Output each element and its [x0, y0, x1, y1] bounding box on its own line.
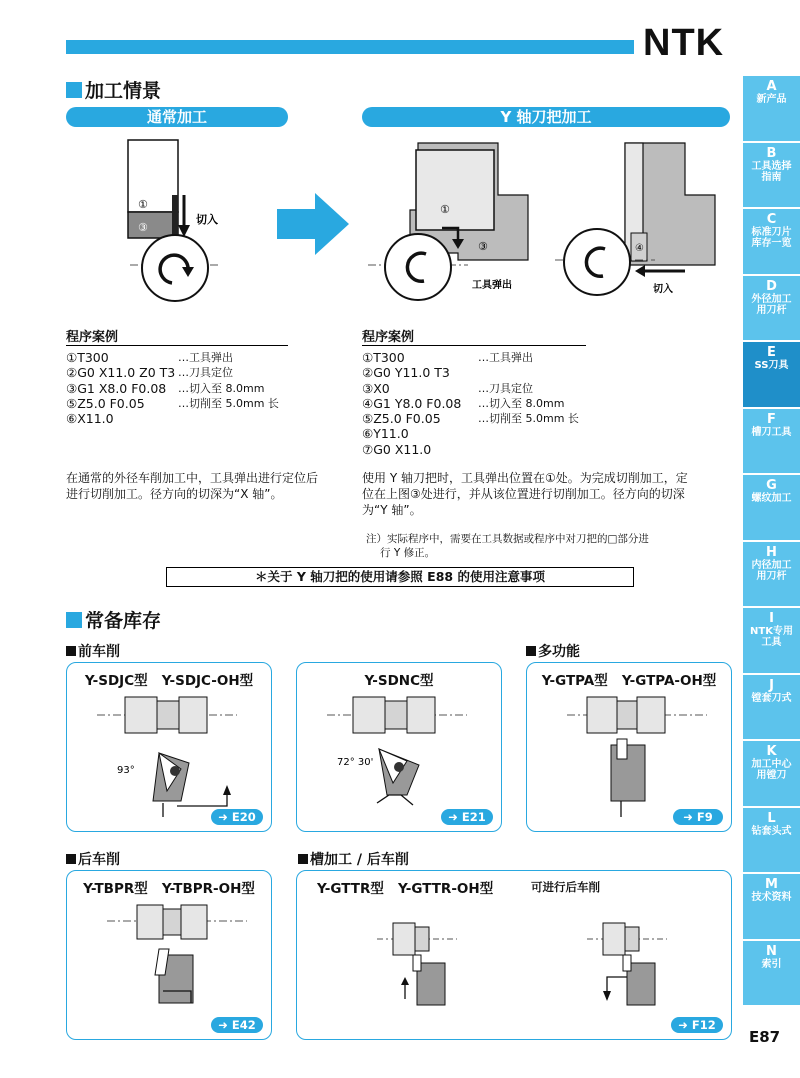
- section-title-text: 常备库存: [85, 610, 162, 632]
- program-line: [362, 381, 622, 396]
- ref-text: E21: [461, 810, 486, 824]
- angle-label: 93°: [117, 765, 135, 776]
- tab-letter: L: [767, 810, 776, 826]
- reference-note: ＊关于 Y 轴刀把的使用请参照 E88 的使用注意事项: [166, 567, 634, 587]
- normal-description: [66, 470, 346, 502]
- brand-logo: NTK: [643, 22, 725, 64]
- yaxis-program-title: 程序案例: [362, 326, 586, 346]
- program-code: ①T300: [362, 350, 405, 365]
- program-line: [362, 426, 622, 441]
- tab-name: 钻套头式: [751, 825, 792, 837]
- label-text: 多功能: [538, 644, 580, 660]
- workpiece-circle: [385, 234, 451, 300]
- processing-section-title: [66, 76, 161, 103]
- page-number: E87: [749, 1028, 781, 1046]
- program-code: ⑤Z5.0 F0.05: [66, 395, 145, 411]
- ref-button-f9[interactable]: [673, 809, 723, 825]
- sdnc-tool-diagram: [327, 691, 477, 821]
- arrow-right-icon: ➜: [678, 1018, 688, 1032]
- section-title-text: 加工情景: [85, 80, 162, 102]
- transition-arrow-icon: [277, 193, 349, 255]
- text-line: 使用 Y 轴刀把时，工具弹出位置在①处。为完成切削加工，定: [362, 471, 688, 485]
- program-comment: …切削至 5.0mm 长: [478, 412, 579, 426]
- tab-name: 技术资料: [751, 892, 792, 903]
- section-square-icon: [66, 612, 82, 628]
- ref-text: F12: [691, 1018, 716, 1032]
- program-code: ③X0: [362, 380, 390, 396]
- holder-front-shape: [416, 150, 494, 230]
- program-line: [362, 350, 622, 365]
- ref-text: F9: [696, 810, 713, 824]
- insert-edge: [172, 195, 178, 235]
- normal-program-list: [66, 350, 306, 426]
- sidebar-tab-i[interactable]: [743, 608, 800, 675]
- card-title: Y-GTPA型 Y-GTPA-OH型: [541, 673, 717, 689]
- sidebar-tab-f[interactable]: [743, 409, 800, 476]
- normal-machining-label: 通常加工: [66, 107, 288, 127]
- tab-letter: H: [766, 544, 777, 560]
- program-code: ⑥Y11.0: [362, 426, 409, 442]
- arrow-right-icon: ➜: [683, 810, 693, 824]
- tab-letter: A: [766, 79, 777, 94]
- mark-3: ③: [138, 221, 148, 234]
- program-comment: …切入至 8.0mm: [478, 396, 565, 410]
- text-line: 位在上图③处进行，并从该位置进行切削加工。径方向的切深: [362, 487, 685, 501]
- tbpr-tool-diagram: [107, 899, 257, 1029]
- sidebar-tab-g[interactable]: [743, 475, 800, 542]
- tab-letter: K: [766, 744, 777, 759]
- tab-letter: B: [766, 145, 777, 161]
- square-bullet-icon: [66, 854, 76, 864]
- card-note: 可进行后车削: [531, 880, 600, 894]
- sidebar-tab-e[interactable]: [743, 342, 800, 409]
- workpiece-circle: [142, 235, 208, 301]
- holder-shape: [128, 140, 178, 212]
- arrow-right-icon: ➜: [448, 810, 458, 824]
- tab-name: 镗套刀式: [751, 692, 792, 704]
- tab-letter: E: [767, 345, 776, 360]
- sidebar-tab-j[interactable]: [743, 675, 800, 742]
- program-comment: …刀具定位: [478, 381, 533, 395]
- card-title: Y-SDNC型: [364, 673, 434, 689]
- program-comment: …切削至 5.0mm 长: [178, 396, 279, 410]
- program-line: [362, 442, 622, 457]
- tab-name: 槽刀工具: [751, 426, 792, 438]
- yaxis-note: [366, 532, 686, 560]
- tab-letter: G: [766, 478, 777, 493]
- tab-letter: C: [766, 212, 777, 227]
- header-bar: [66, 40, 634, 54]
- tab-name: 索引: [761, 958, 782, 970]
- program-line: [362, 411, 622, 426]
- ref-button-e21[interactable]: [441, 809, 493, 825]
- tab-letter: J: [769, 677, 774, 693]
- workpiece-circle: [564, 229, 630, 295]
- sidebar-tab-n[interactable]: [743, 941, 800, 1008]
- program-code: ③G1 X8.0 F0.08: [66, 380, 167, 396]
- product-card-gtpa[interactable]: [526, 662, 732, 832]
- card-title: Y-GTTR型 Y-GTTR-OH型: [317, 881, 494, 897]
- sidebar-tab-b[interactable]: [743, 143, 800, 210]
- back-turning-label: [66, 849, 120, 869]
- tab-name: 新产品: [756, 94, 787, 105]
- yaxis-machining-label: Y 轴刀把加工: [362, 107, 730, 127]
- sidebar-tab-m[interactable]: [743, 874, 800, 941]
- text-line: 注）实际程序中，需要在工具数据或程序中对刀把的□部分进: [366, 533, 649, 545]
- ref-button-e42[interactable]: [211, 1017, 263, 1033]
- program-code: ⑤Z5.0 F0.05: [362, 411, 441, 427]
- arrow-right-icon: ➜: [218, 810, 228, 824]
- ref-text: E42: [231, 1018, 256, 1032]
- program-code: ②G0 Y11.0 T3: [362, 365, 450, 381]
- sidebar-tab-a[interactable]: [743, 76, 800, 143]
- program-code: ⑥X11.0: [66, 411, 114, 427]
- square-bullet-icon: [66, 646, 76, 656]
- product-card-gttr[interactable]: [296, 870, 732, 1040]
- square-bullet-icon: [526, 646, 536, 656]
- sidebar-tab-c[interactable]: [743, 209, 800, 276]
- program-line: [362, 365, 622, 380]
- sdjc-tool-diagram: [97, 691, 247, 821]
- program-comment: …切入至 8.0mm: [178, 381, 265, 395]
- product-card-sdjc[interactable]: [66, 662, 272, 832]
- ref-button-e20[interactable]: [211, 809, 263, 825]
- yaxis-description: [362, 470, 702, 518]
- normal-machining-diagram: [120, 135, 260, 315]
- yaxis-program-list: [362, 350, 622, 457]
- feed-label: 切入: [653, 284, 673, 295]
- text-line: 进行切削加工。径方向的切深为“X 轴”。: [66, 487, 283, 501]
- program-comment: …工具弹出: [178, 351, 233, 364]
- tab-name: 加工中心用镗刀: [751, 759, 792, 781]
- text-line: 在通常的外径车削加工中，工具弹出进行定位后: [66, 471, 319, 485]
- tab-name: 外径加工用刀杆: [751, 293, 792, 316]
- angle-label: 72° 30': [337, 757, 374, 768]
- program-line: [66, 381, 306, 396]
- tab-name: NTK专用工具: [750, 626, 793, 648]
- mark-3: ③: [478, 240, 488, 253]
- mark-4: ④: [635, 243, 644, 254]
- label-text: 前车削: [78, 644, 120, 660]
- tab-letter: I: [769, 611, 774, 626]
- product-card-sdnc[interactable]: [296, 662, 502, 832]
- program-line: [66, 396, 306, 411]
- normal-program-title: 程序案例: [66, 326, 288, 346]
- tab-letter: F: [767, 411, 776, 427]
- tab-letter: M: [765, 877, 778, 892]
- program-code: ②G0 X11.0 Z0 T3: [66, 365, 176, 381]
- feed-label: 切入: [196, 213, 218, 226]
- tab-letter: N: [766, 943, 777, 959]
- gtpa-tool-diagram: [567, 691, 717, 821]
- arrow-right-icon: ➜: [218, 1018, 228, 1032]
- sidebar-tab-l[interactable]: [743, 808, 800, 875]
- program-line: [362, 396, 622, 411]
- tab-name: SS刀具: [754, 360, 789, 371]
- square-bullet-icon: [298, 854, 308, 864]
- feed-arrow-head: [635, 265, 645, 277]
- label-text: 槽加工 / 后车削: [310, 852, 409, 868]
- yaxis-feed-diagram: [555, 135, 735, 305]
- card-title: Y-TBPR型 Y-TBPR-OH型: [83, 881, 255, 897]
- stock-section-title: [66, 606, 161, 633]
- tab-name: 螺纹加工: [751, 493, 792, 504]
- section-square-icon: [66, 82, 82, 98]
- gttr-tool-diagram-right: [587, 911, 677, 1021]
- program-code: ⑦G0 X11.0: [362, 441, 432, 457]
- insert-shape: [128, 212, 178, 238]
- eject-label: 工具弹出: [472, 280, 512, 291]
- product-card-tbpr[interactable]: [66, 870, 272, 1040]
- sidebar-tab-d[interactable]: [743, 276, 800, 343]
- program-comment: …刀具定位: [178, 366, 233, 380]
- ref-button-f12[interactable]: [671, 1017, 723, 1033]
- tab-letter: D: [766, 278, 777, 294]
- program-line: [66, 350, 306, 365]
- mark-1: ①: [138, 198, 148, 211]
- yaxis-eject-diagram: [368, 135, 548, 305]
- tab-name: 标准刀片库存一览: [751, 227, 792, 249]
- program-line: [66, 365, 306, 380]
- multi-function-label: [526, 641, 580, 661]
- program-code: ①T300: [66, 350, 109, 365]
- text-line: 行 Y 修正。: [380, 547, 436, 559]
- tab-name: 内径加工用刀杆: [751, 559, 792, 582]
- card-title: Y-SDJC型 Y-SDJC-OH型: [84, 673, 254, 689]
- sidebar-tab-k[interactable]: [743, 741, 800, 808]
- mark-1: ①: [440, 203, 450, 216]
- program-line: [66, 411, 306, 426]
- text-line: 为“Y 轴”。: [362, 503, 422, 517]
- front-turning-label: [66, 641, 120, 661]
- grooving-label: [298, 849, 409, 869]
- program-comment: …工具弹出: [478, 351, 533, 364]
- program-code: ④G1 Y8.0 F0.08: [362, 395, 462, 411]
- sidebar-tab-h[interactable]: [743, 542, 800, 609]
- label-text: 后车削: [78, 852, 120, 868]
- tab-name: 工具选择指南: [751, 160, 792, 183]
- gttr-tool-diagram-left: [377, 911, 467, 1021]
- ref-text: E20: [231, 810, 256, 824]
